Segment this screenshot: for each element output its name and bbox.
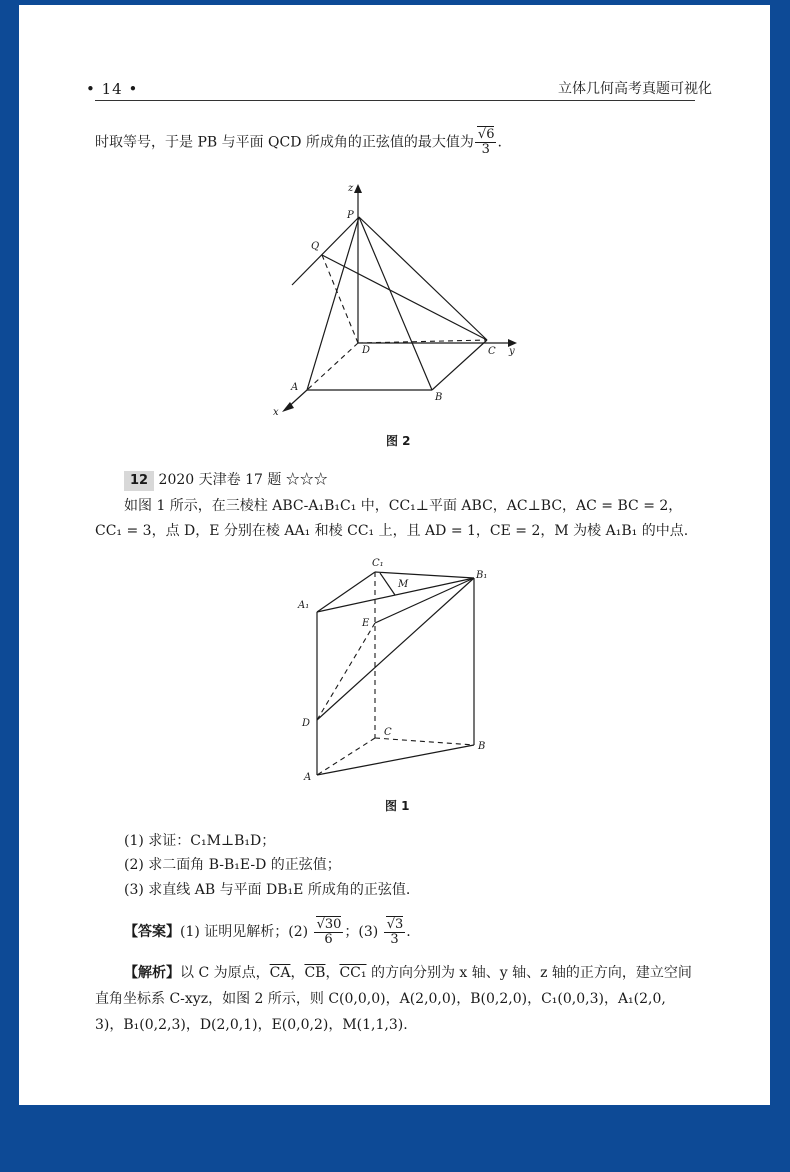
answer-end: .: [406, 924, 411, 940]
analysis-sep-1: ，: [290, 965, 305, 981]
figure-2-caption: 图 2: [386, 434, 411, 448]
fig2-label-x: x: [273, 407, 279, 418]
fig1-label-B1: B₁: [476, 570, 488, 581]
intro-text: 时取等号，于是 PB 与平面 QCD 所成角的正弦值的最大值为: [95, 134, 474, 151]
analysis-line-2: 直角坐标系 C-xyz，如图 2 所示，则 C(0,0,0)，A(2,0,0)，B(0,2,0)，C₁(0,0,3)，A₁(2,0,: [95, 991, 666, 1007]
page-number: • 14 •: [86, 80, 139, 98]
answer-f2-den: 3: [390, 931, 399, 947]
answer-line: [124, 914, 411, 950]
intro-frac-den: 3: [481, 142, 490, 157]
analysis-line1-b: 的方向分别为 x 轴、y 轴、z 轴的正方向，建立空间: [366, 965, 692, 981]
question-1: (1) 求证：C₁M⊥B₁D；: [124, 833, 276, 849]
fig2-label-A: A: [291, 382, 299, 393]
intro-frac-num: √6: [477, 127, 495, 142]
fig1-label-B: B: [478, 741, 486, 752]
fig1-label-A1: A₁: [298, 600, 310, 611]
fig2-label-z: z: [348, 183, 354, 194]
analysis-sep-2: ，: [325, 965, 340, 981]
analysis-line1-a: 以 C 为原点，: [180, 965, 270, 981]
figure-1-caption: 图 1: [385, 799, 410, 813]
analysis-line-1: [124, 963, 692, 983]
vector-CB: $\overline{CB}$: [304, 965, 326, 981]
problem-line-1: 如图 1 所示，在三棱柱 ABC-A₁B₁C₁ 中，CC₁⊥平面 ABC，AC⊥BC，AC = BC = 2，: [124, 498, 683, 514]
problem-source: 2020 天津卷 17 题: [158, 472, 282, 488]
fig2-label-Q: Q: [311, 241, 320, 252]
analysis-tag: 【解析】: [124, 965, 180, 981]
answer-fraction-2: [314, 918, 344, 947]
fig2-label-B: B: [435, 392, 443, 403]
book-title: 立体几何高考真题可视化: [558, 81, 712, 97]
figure-2-diagram: [260, 175, 530, 425]
vector-CC1: CC₁: [339, 965, 367, 981]
answer-fraction-3: [384, 918, 406, 947]
fig1-label-A: A: [304, 772, 312, 783]
intro-line: [95, 128, 502, 157]
difficulty-stars: ☆☆☆: [285, 472, 328, 488]
fig2-label-D: D: [362, 345, 371, 356]
fig1-label-C: C: [384, 727, 392, 738]
answer-tag: 【答案】: [124, 924, 180, 940]
answer-f1-den: 6: [324, 931, 333, 947]
answer-f2-num: √3: [386, 916, 404, 932]
fig1-label-E: E: [362, 618, 370, 629]
analysis-line-3: 3)，B₁(0,2,3)，D(2,0,1)，E(0,0,2)，M(1,1,3).: [95, 1017, 408, 1033]
problem-line-2: CC₁ = 3，点 D，E 分别在棱 AA₁ 和棱 CC₁ 上，且 AD = 1，CE = 2，M 为棱 A₁B₁ 的中点.: [95, 523, 689, 539]
question-2: (2) 求二面角 B-B₁E-D 的正弦值；: [124, 857, 341, 873]
fig1-label-D: D: [302, 718, 311, 729]
problem-heading: [124, 470, 328, 491]
fig2-label-y: y: [509, 346, 515, 357]
fig1-label-C1: C₁: [372, 558, 384, 569]
fig2-label-C: C: [488, 346, 496, 357]
answer-f1-num: √30: [316, 916, 342, 932]
fig1-label-M: M: [398, 579, 409, 590]
vector-CA: $\overline{CA}$: [269, 965, 291, 981]
header-rule: [95, 100, 695, 101]
intro-fraction: [475, 128, 497, 157]
answer-part1: (1) 证明见解析；(2): [180, 924, 309, 940]
question-3: (3) 求直线 AB 与平面 DB₁E 所成角的正弦值.: [124, 882, 411, 898]
problem-number: 12: [124, 471, 154, 491]
intro-end: .: [497, 134, 502, 151]
answer-part2: ；(3): [344, 924, 379, 940]
figure-1-diagram: [290, 553, 500, 783]
fig2-label-P: P: [347, 210, 354, 221]
